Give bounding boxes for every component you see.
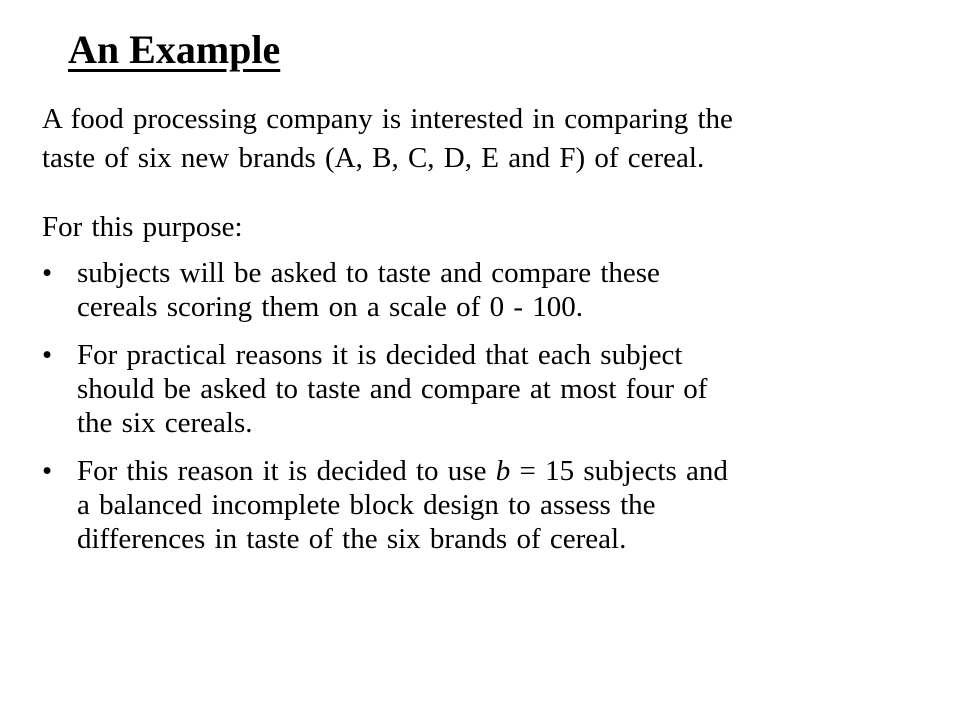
bullet-line: differences in taste of the six brands of cereal. [77,523,627,555]
bullet-text [77,454,922,556]
bullet-item-practical-reasons [42,338,922,440]
intro-line-2: taste of six new brands (A, B, C, D, E and F) of cereal. [42,142,705,174]
intro-paragraph [42,100,922,178]
variable-b: b [495,455,511,487]
bullet-line: a balanced incomplete block design to assess the [77,489,656,521]
bullet-item-subjects [42,256,922,324]
bullet-text [77,338,922,440]
bullet-line-post: = 15 subjects and [510,455,728,487]
bullet-line: For practical reasons it is decided that each subject [77,339,683,371]
bullet-item-design [42,454,922,556]
slide-title: An Example [68,27,281,72]
bullet-icon: • [42,339,53,371]
bullet-line-pre: For this reason it is decided to use [77,455,496,487]
bullet-line: cereals scoring them on a scale of 0 - 100. [77,291,583,323]
bullet-icon: • [42,257,53,289]
bullet-line: the six cereals. [77,407,253,439]
bullet-line: should be asked to taste and compare at most four of [77,373,708,405]
intro-line-1: A food processing company is interested in comparing the [42,103,733,135]
bullet-list [42,256,922,570]
purpose-heading: For this purpose: [42,211,243,243]
bullet-icon: • [42,455,53,487]
bullet-line [77,455,728,487]
bullet-text [77,256,922,324]
bullet-line: subjects will be asked to taste and compare these [77,257,660,289]
